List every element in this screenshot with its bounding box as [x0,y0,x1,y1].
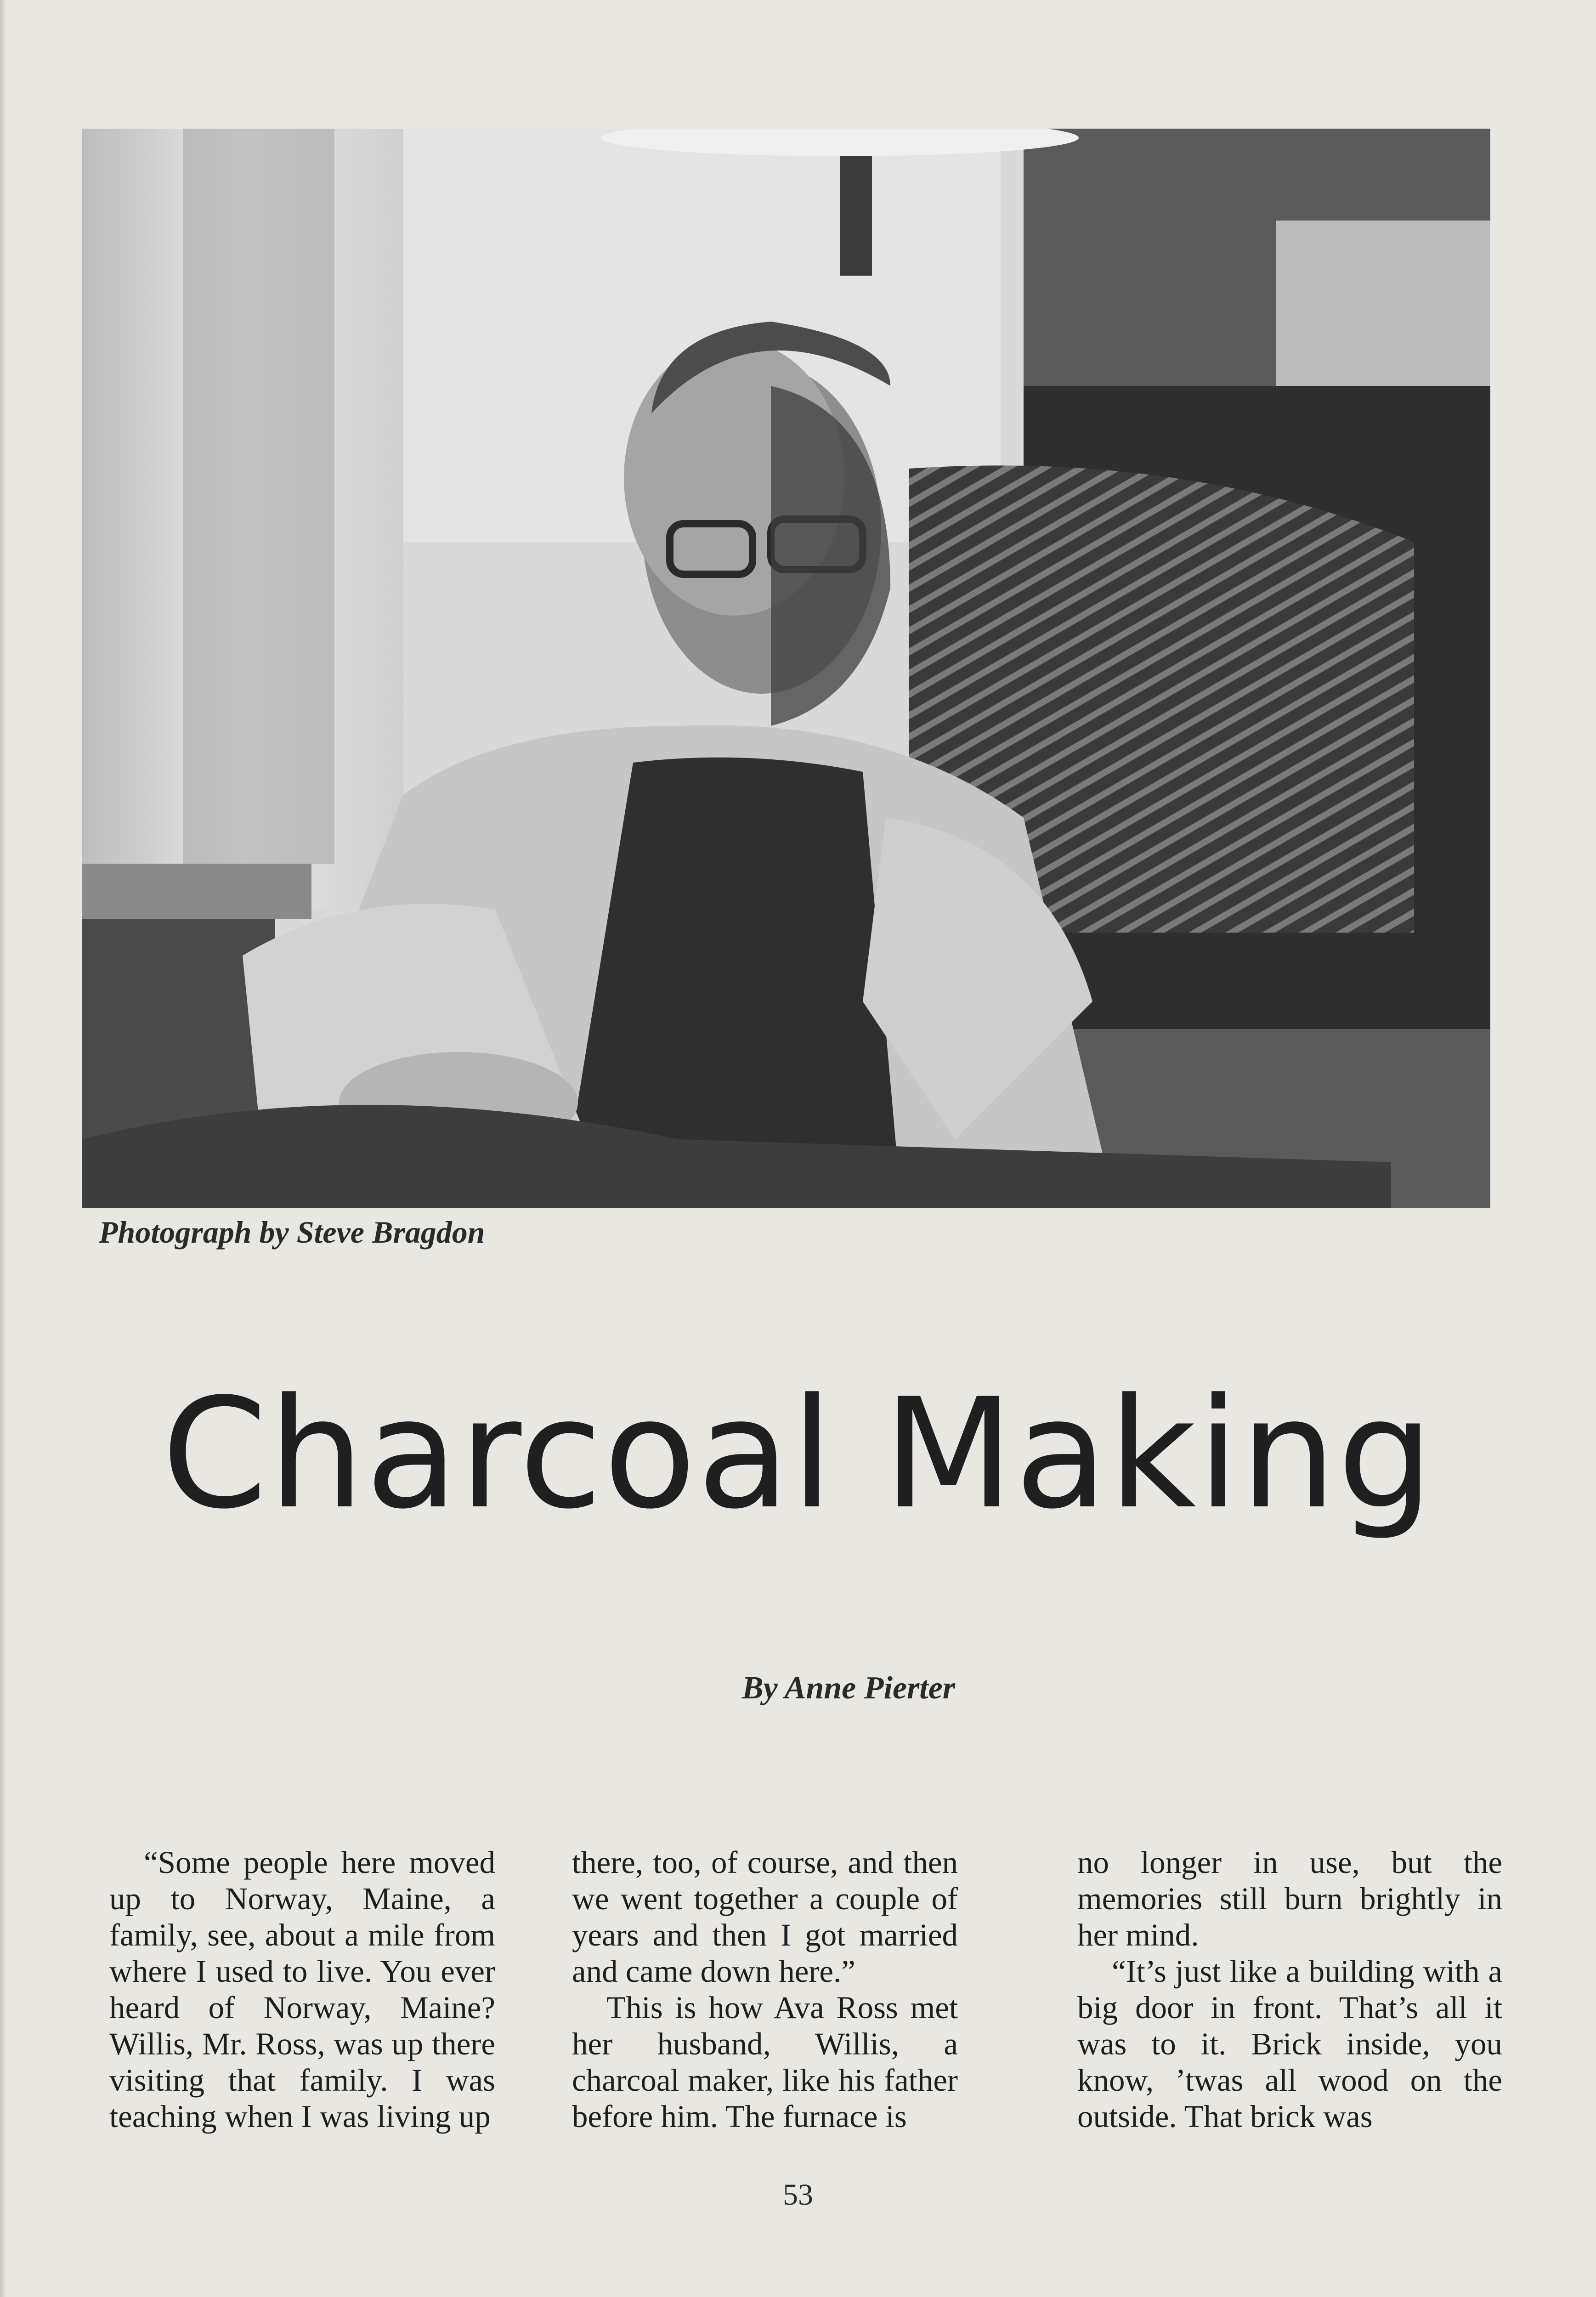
article-byline: By Anne Pierter [741,1670,956,1706]
column-3-paragraph-1: no longer in use, but the memories still burn brightly in her mind. [1077,1845,1502,1952]
column-3-paragraph-2: “It’s just like a building with a big door in front. That’s all it was to it. Brick inside, you know, ’twas all wood on the outside. That brick was [1077,1954,1502,2134]
column-2-paragraph-2: This is how Ava Ross met her husband, Willis, a charcoal maker, like his father before him. The furnace is [572,1990,958,2134]
column-1-paragraph: “Some people here moved up to Norway, Maine, a family, see, about a mile from where I used to live. You ever heard of Norway, Maine? Willis, Mr. Ross, was up there visiting that family. I was teaching when I was living up [109,1845,495,2134]
page-edge [0,0,6,2297]
photo-caption: Photograph by Steve Bragdon [99,1215,485,1250]
article-column-2 [572,1844,958,2135]
portrait-photo-image [82,129,1490,1208]
article-column-3 [1077,1844,1502,2135]
article-column-1 [109,1844,495,2135]
portrait-photo [82,129,1490,1208]
article-title: Charcoal Making [161,1366,1435,1542]
page-number: 53 [783,2178,813,2212]
column-2-paragraph-1: there, too, of course, and then we went together a couple of years and then I got married and came down here.” [572,1845,958,1989]
